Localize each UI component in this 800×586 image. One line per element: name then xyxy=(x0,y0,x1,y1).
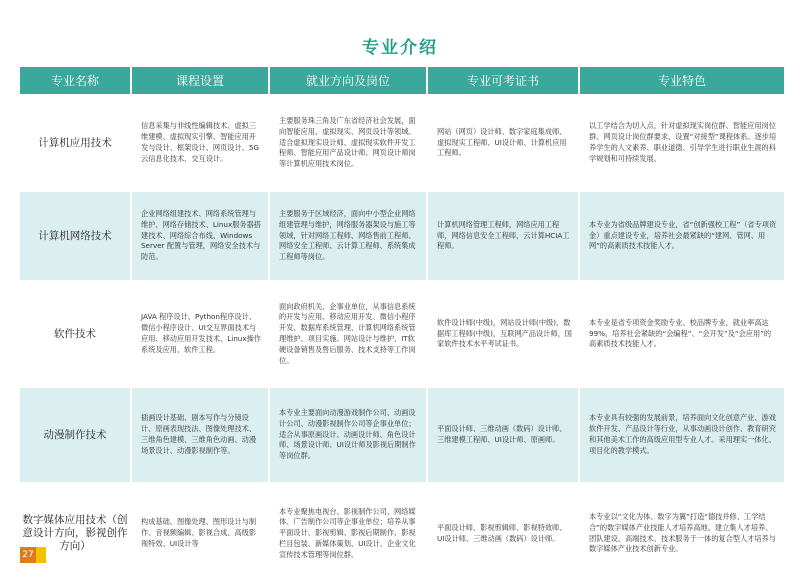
major-table xyxy=(20,67,784,585)
major-features: 本专业具有较强的发展前景，培养面向文化创意产业、游戏软件开发、产品设计等行业，从事动画设计创作、教育研究和其他美术工作的高级应用型专业人才。采用理实一体化、项目化的教学模式。 xyxy=(580,388,784,482)
major-features: 以工学结合为切入点，针对虚拟现实岗位群、智能应用岗位群、网页设计岗位群要求，设置“对接型”课程体系。逐步培养学生的人文素养、职业道德、引导学生进行职业生涯的科学规划和可持续发展。 xyxy=(580,94,784,192)
major-features: 本专业为省级品牌建设专业，省“创新强校工程”（省专项资金）重点建设专业，培养社会最紧缺的“建网、管网、用网”的高素质技术技能人才。 xyxy=(580,192,784,280)
major-name: 软件技术 xyxy=(20,280,132,388)
major-name: 计算机网络技术 xyxy=(20,192,132,280)
page-number: 27 xyxy=(20,547,36,563)
major-jobs: 本专业聚焦电视台、影视制作公司、网络媒体、广告制作公司等企事业单位；培养从事平面设计、影视剪辑、影视后期制作、影视栏目包装、新媒体策划、UI设计、企业文化宣传技术管理等岗位群。 xyxy=(270,482,428,585)
major-name: 数字媒体应用技术（创意设计方向，影视创作方向） xyxy=(20,482,132,585)
table-header-row xyxy=(20,67,784,94)
major-courses: 企业网络组建技术、网络系统管理与维护、网络存储技术、Linux服务器搭建技术、网络综合布线、Windows Server 配置与管理，网络安全技术与防范。 xyxy=(132,192,270,280)
major-courses: 信息采集与非线性编辑技术、虚拟三维建模、虚拟现实引擎、智能应用开发与设计、框架设计、网页设计、5G云信息化技术、交互设计。 xyxy=(132,94,270,192)
major-name: 动漫制作技术 xyxy=(20,388,132,482)
header-jobs: 就业方向及岗位 xyxy=(270,67,428,94)
major-courses: JAVA 程序设计、Python程序设计、微信小程序设计、UI交互界面技术与应用、移动应用开发技术、Linux操作系统及应用、软件工程。 xyxy=(132,280,270,388)
major-certs: 软件设计师(中级)，网站设计师(中级)，数据库工程师(中级)，互联网产品设计师，国家软件技术水平考试证书。 xyxy=(428,280,580,388)
table-row xyxy=(20,192,784,280)
major-features: 本专业以“文化为体、数字为翼”打造“德技并修、工学结合”的数字媒体产业技能人才培养高地。建立集人才培养、团队建设、高端技术、技术服务于一体的复合型人才培养与数字媒体产业技术创新专业。 xyxy=(580,482,784,585)
major-certs: 平面设计师、影视剪辑师、影视特效师、UI设计师、三维动画（数码）设计师。 xyxy=(428,482,580,585)
major-certs: 平面设计师、三维动画（数码）设计师、三维建模工程师、UI设计师、原画师。 xyxy=(428,388,580,482)
major-certs: 网站（网页）设计师、数字家庭集成师、虚拟现实工程师、UI设计师、计算机应用工程师。 xyxy=(428,94,580,192)
major-features: 本专业是省专项资金奖励专业、校品牌专业，就业率高达99%，培养社会紧缺的“会编程”、“会开发”及“会应用”的高素质技术技能人才。 xyxy=(580,280,784,388)
header-courses: 课程设置 xyxy=(132,67,270,94)
major-jobs: 面向政府机关、企事业单位，从事信息系统的开发与应用、移动应用开发、微信小程序开发、数据库系统管理、计算机网络系统管理维护、项目实施、网站设计与维护、IT软硬设备销售及售后服务、技术支持等工作岗位。 xyxy=(270,280,428,388)
major-courses: 构成基础、图像处理、图形设计与制作、音视频编辑、影视合成、高级影视特效、UI设计等 xyxy=(132,482,270,585)
major-jobs: 本专业主要面向动漫游戏制作公司、动画设计公司、动漫影视制作公司等企事业单位；适合从事原画设计、动画设计师、角色设计师、场景设计师、UI设计师及影视后期制作等岗位群。 xyxy=(270,388,428,482)
table-row xyxy=(20,280,784,388)
table-row xyxy=(20,482,784,585)
header-certs: 专业可考证书 xyxy=(428,67,580,94)
table-row xyxy=(20,388,784,482)
header-major-name: 专业名称 xyxy=(20,67,132,94)
table-row xyxy=(20,94,784,192)
major-jobs: 主要服务珠三角及广东省经济社会发展，面向智能应用、虚拟现实、网页设计等领域。适合虚拟现实设计师、虚拟现实软件开发工程师、智能应用产品设计师、网页设计师岗等计算机应用技术岗位。 xyxy=(270,94,428,192)
major-name: 计算机应用技术 xyxy=(20,94,132,192)
major-jobs: 主要服务于区域经济，面向中小型企业网络组建管理与维护，网络服务器架设与施工等领域，针对网络工程师、网络售前工程师、网络安全工程师、云计算工程师、系统集成工程师等岗位。 xyxy=(270,192,428,280)
major-courses: 插画设计基础、剧本写作与分镜设计、原画表现技法、图像处理技术、三维角色建模、三维角色动画、动漫场景设计、动漫影视制作等。 xyxy=(132,388,270,482)
page-title: 专业介绍 xyxy=(362,38,438,58)
header-features: 专业特色 xyxy=(580,67,784,94)
page-tab-decoration xyxy=(36,547,46,563)
major-certs: 计算机网络管理工程师，网络应用工程师，网络信息安全工程师，云计算HCIA工程师。 xyxy=(428,192,580,280)
